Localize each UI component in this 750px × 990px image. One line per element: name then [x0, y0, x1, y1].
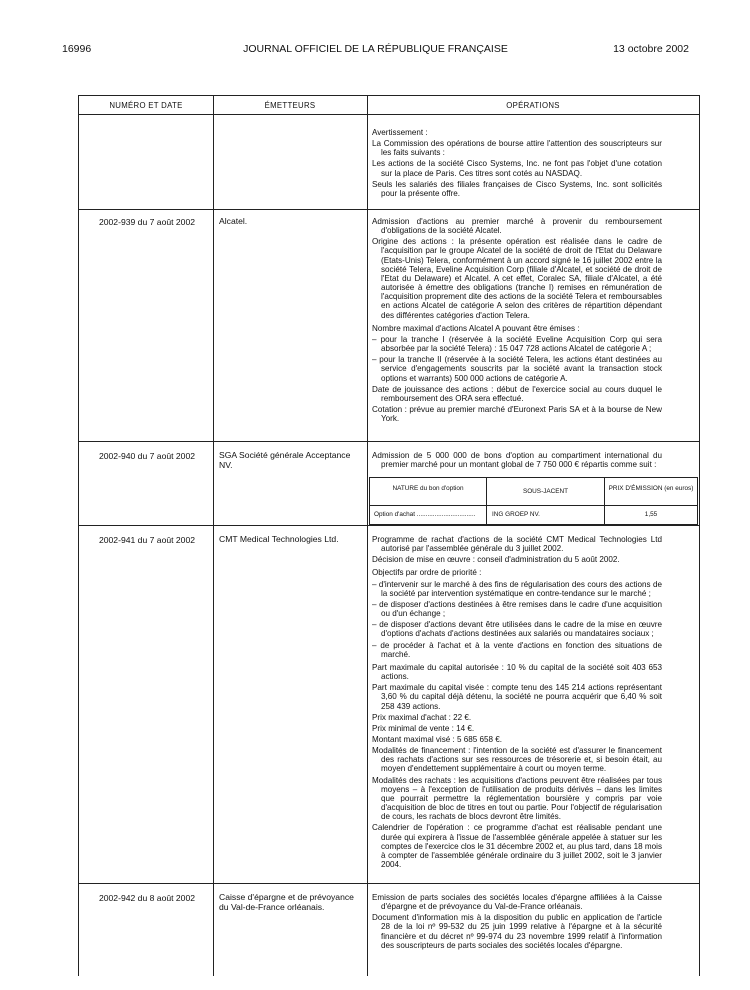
operations-table — [78, 95, 700, 976]
operation-paragraph: Origine des actions : la présente opération est réalisée dans le cadre de l'acquisition par le groupe Alcatel de la société de droit de l'Etat du Delaware (Etats-Unis) Telera, conformément à un accord signé le 16 juillet 2002 entre la société Telera, Eveline Acquisition Corp (filiale d'Alcatel, et société de droit de l'Etat du Delaware) et Alcatel. A cet effet, Coralec SA, filiale d'Alcatel, a été autorisée à émettre des obligations (tranche I) remises en rémunération de l'acquisition proprement dite des actions de la société Telera et remboursables en actions Alcatel de catégorie A selon des critères de répartition dépendant des différentes catégories d'action Telera. — [372, 237, 662, 320]
row-divider — [370, 505, 697, 506]
warrant-table-cell: ING GROEP NV. — [492, 511, 540, 518]
operation-paragraph: Admission de 5 000 000 de bons d'option au compartiment international du premier marché pour un montant global de 7 750 000 € répartis comme suit : — [372, 451, 662, 470]
operation-paragraph: Document d'information mis à la disposition du public en application de l'article 28 de la loi nº 99-532 du 25 juin 1999 relative à l'épargne et à la sécurité financière et du décret nº 99-974 du 23 novembre 1999 relatif à l'information des souscripteurs de parts sociales des sociétés locales d'épargne. — [372, 913, 662, 950]
operations-cell — [372, 535, 662, 871]
operation-paragraph: Avertissement : — [372, 128, 428, 137]
operation-paragraph: – de disposer d'actions destinées à être remises dans le cadre d'une acquisition ou d'un échange ; — [372, 599, 662, 619]
warrant-table-header-price: PRIX D'ÉMISSION (en euros) — [608, 485, 694, 492]
column-header-number-date: NUMÉRO ET DATE — [109, 101, 183, 110]
issuer-name: Alcatel. — [219, 216, 248, 226]
operation-paragraph: Montant maximal visé : 5 685 658 €. — [372, 734, 503, 744]
operation-paragraph: Part maximale du capital autorisée : 10 % du capital de la société soit 403 653 actions. — [372, 662, 662, 682]
issuer-name: CMT Medical Technologies Ltd. — [219, 534, 339, 544]
column-divider — [367, 96, 368, 976]
row-divider — [79, 441, 699, 442]
operation-paragraph: Nombre maximal d'actions Alcatel A pouvant être émises : — [372, 323, 580, 333]
warrant-table-cell: 1,55 — [644, 511, 658, 518]
row-divider — [79, 883, 699, 884]
operations-cell — [372, 451, 662, 471]
operation-paragraph: – pour la tranche I (réservée à la société Eveline Acquisition Corp qui sera absorbée par la société Telera) : 15 047 728 actions Alcatel de catégorie A ; — [372, 334, 662, 354]
operation-number-date: 2002-942 du 8 août 2002 — [98, 893, 196, 903]
operation-paragraph: Modalités de financement : l'intention de la société est d'assurer le financement des rachats d'actions sur ses ressources de trésorerie et, si besoin était, au moyen d'endettement supplémentaire à court ou moyen terme. — [372, 746, 662, 774]
warrant-table — [369, 477, 698, 525]
operation-paragraph: Emission de parts sociales des sociétés locales d'épargne affiliées à la Caisse d'épargne et de prévoyance du Val-de-France orléanais. — [372, 893, 662, 912]
operation-number-date: 2002-940 du 7 août 2002 — [98, 451, 196, 461]
issuer-name: SGA Société générale Acceptance NV. — [219, 450, 351, 470]
operation-number-date: 2002-939 du 7 août 2002 — [98, 217, 196, 227]
column-header-operations: OPÉRATIONS — [506, 101, 560, 110]
operations-cell — [372, 128, 662, 200]
issuer-name: Caisse d'épargne et de prévoyance du Val-de-France orléanais. — [219, 892, 354, 912]
operation-paragraph: Admission d'actions au premier marché à provenir du remboursement d'obligations de la société Alcatel. — [372, 217, 662, 236]
operation-paragraph: – de procéder à l'achat et à la vente d'actions en fonction des situations de marché. — [372, 640, 662, 659]
operation-paragraph: Prix maximal d'achat : 22 €. — [372, 712, 472, 722]
operation-number-date: 2002-941 du 7 août 2002 — [98, 535, 196, 545]
warrant-table-cell: Option d'achat ................................. — [374, 511, 476, 518]
column-header-issuers: ÉMETTEURS — [264, 101, 316, 110]
row-divider — [79, 209, 699, 210]
operation-paragraph: Date de jouissance des actions : début de l'exercice social au cours duquel le remboursement des ORA sera effectué. — [372, 384, 662, 403]
operation-paragraph: Seuls les salariés des filiales françaises de Cisco Systems, Inc. sont sollicités pour la présente offre. — [372, 179, 662, 198]
operation-paragraph: Part maximale du capital visée : compte tenu des 145 214 actions représentant 3,60 % du capital déjà détenu, la société ne pourra acquérir que 6,40 % soit 258 439 actions. — [372, 683, 662, 711]
operation-paragraph: Cotation : prévue au premier marché d'Euronext Paris SA et à la bourse de New York. — [372, 404, 662, 424]
journal-title: JOURNAL OFFICIEL DE LA RÉPUBLIQUE FRANÇAISE — [243, 43, 508, 55]
operation-paragraph: Les actions de la société Cisco Systems, Inc. ne font pas l'objet d'une cotation sur la place de Paris. Ces titres sont cotés au NASDAQ. — [372, 159, 662, 178]
operation-paragraph: – de disposer d'actions devant être utilisées dans le cadre de la mise en œuvre d'options d'achats d'actions destinées aux salariés ou mandataires sociaux ; — [372, 620, 662, 639]
issue-date: 13 octobre 2002 — [613, 43, 689, 55]
page-number: 16996 — [62, 43, 92, 55]
warrant-table-header-nature: NATURE du bon d'option — [392, 485, 464, 492]
operation-paragraph: – pour la tranche II (réservée à la société Telera, les actions étant destinées au service d'engagements souscrits par la société avant la transaction stock options et warrants) 500 000 actions de catégorie A. — [372, 355, 662, 383]
operation-paragraph: Prix minimal de vente : 14 €. — [372, 723, 475, 733]
table-header — [79, 96, 699, 115]
page-header — [62, 43, 689, 57]
operations-cell — [372, 893, 662, 952]
operation-paragraph: Décision de mise en œuvre : conseil d'administration du 5 août 2002. — [372, 555, 620, 565]
operation-paragraph: – d'intervenir sur le marché à des fins de régularisation des cours des actions de la société par intervention systématique en contre-tendance sur le marché ; — [372, 579, 662, 598]
row-divider — [79, 525, 699, 526]
column-divider — [213, 96, 214, 976]
operation-paragraph: Modalités des rachats : les acquisitions d'actions peuvent être réalisées par tous moyens – à l'exception de l'utilisation de produits dérivés – dans les limites que pourrait permettre la réglementation boursière y compris par voie d'acquisition de bloc de titres en tout ou partie. Pour l'objectif de régularisation de cours, les rachats de blocs devront être limités. — [372, 775, 662, 822]
operation-paragraph: Calendrier de l'opération : ce programme d'achat est réalisable pendant une durée qui expirera à l'issue de l'assemblée générale appelée à statuer sur les comptes de l'exercice clos le 31 décembre 2002 et, au plus tard, dans 18 mois à compter de l'assemblée générale ordinaire du 3 juillet 2002, soit le 3 janvier 2004. — [372, 823, 662, 869]
operation-paragraph: Programme de rachat d'actions de la société CMT Medical Technologies Ltd autorisé par l'assemblée générale du 3 juillet 2002. — [372, 535, 662, 554]
operations-cell — [372, 217, 662, 425]
warrant-table-header-underlying: SOUS-JACENT — [522, 488, 569, 495]
operation-paragraph: La Commission des opérations de bourse attire l'attention des souscripteurs sur les faits suivants : — [372, 139, 662, 158]
operation-paragraph: Objectifs par ordre de priorité : — [372, 568, 482, 578]
